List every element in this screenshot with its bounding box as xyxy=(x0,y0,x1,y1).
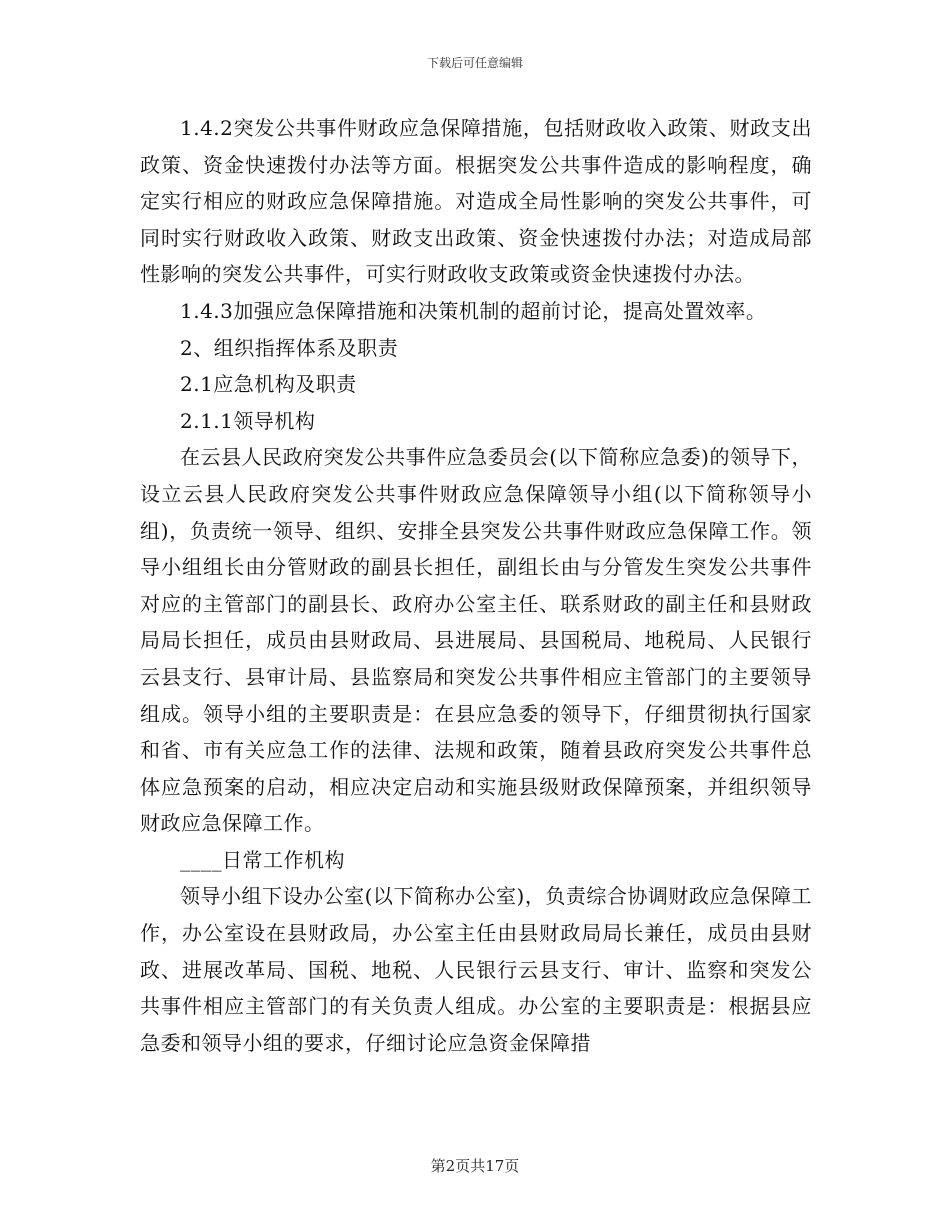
section-heading-2-1-1: 2.1.1领导机构 xyxy=(180,408,316,433)
paragraph-1-4-3: 1.4.3加强应急保障措施和决策机制的超前讨论，提高处置效率。 xyxy=(180,298,767,323)
document-body xyxy=(140,110,812,1061)
section-heading-2: 2、组织指挥体系及职责 xyxy=(180,335,399,360)
paragraph-1-4-2: 1.4.2突发公共事件财政应急保障措施，包括财政收入政策、财政支出政策、资金快速拨付办法等方面。根据突发公共事件造成的影响程度，确定实行相应的财政应急保障措施。对造成全局性影响的突发公共事件，可同时实行财政收入政策、财政支出政策、资金快速拨付办法；对造成局部性影响的突发公共事件，可实行财政收支政策或资金快速拨付办法。 xyxy=(140,116,812,287)
paragraph-office: 领导小组下设办公室(以下简称办公室)，负责综合协调财政应急保障工作，办公室设在县财政局，办公室主任由县财政局局长兼任，成员由县财政、进展改革局、国税、地税、人民银行云县支行、审计、监察和突发公共事件相应主管部门的有关负责人组成。办公室的主要职责是：根据县应急委和领导小组的要求，仔细讨论应急资金保障措 xyxy=(140,884,812,1055)
page-header-note: 下载后可任意编辑 xyxy=(426,56,523,70)
paragraph-leadership: 在云县人民政府突发公共事件应急委员会(以下简称应急委)的领导下，设立云县人民政府突发公共事件财政应急保障领导小组(以下简称领导小组)，负责统一领导、组织、安排全县突发公共事件财政应急保障工作。领导小组组长由分管财政的副县长担任，副组长由与分管发生突发公共事件对应的主管部门的副县长、政府办公室主任、联系财政的副主任和县财政局局长担任，成员由县财政局、县进展局、县国税局、地税局、人民银行云县支行、县审计局、县监察局和突发公共事件相应主管部门的主要领导组成。领导小组的主要职责是：在县应急委的领导下，仔细贯彻执行国家和省、市有关应急工作的法律、法规和政策，随着县政府突发公共事件总体应急预案的启动，相应决定启动和实施县级财政保障预案，并组织领导财政应急保障工作。 xyxy=(140,445,812,836)
page-number: 第2页共17页 xyxy=(430,1157,520,1175)
section-heading-daily-office: ____日常工作机构 xyxy=(180,847,345,872)
section-heading-2-1: 2.1应急机构及职责 xyxy=(180,372,357,397)
